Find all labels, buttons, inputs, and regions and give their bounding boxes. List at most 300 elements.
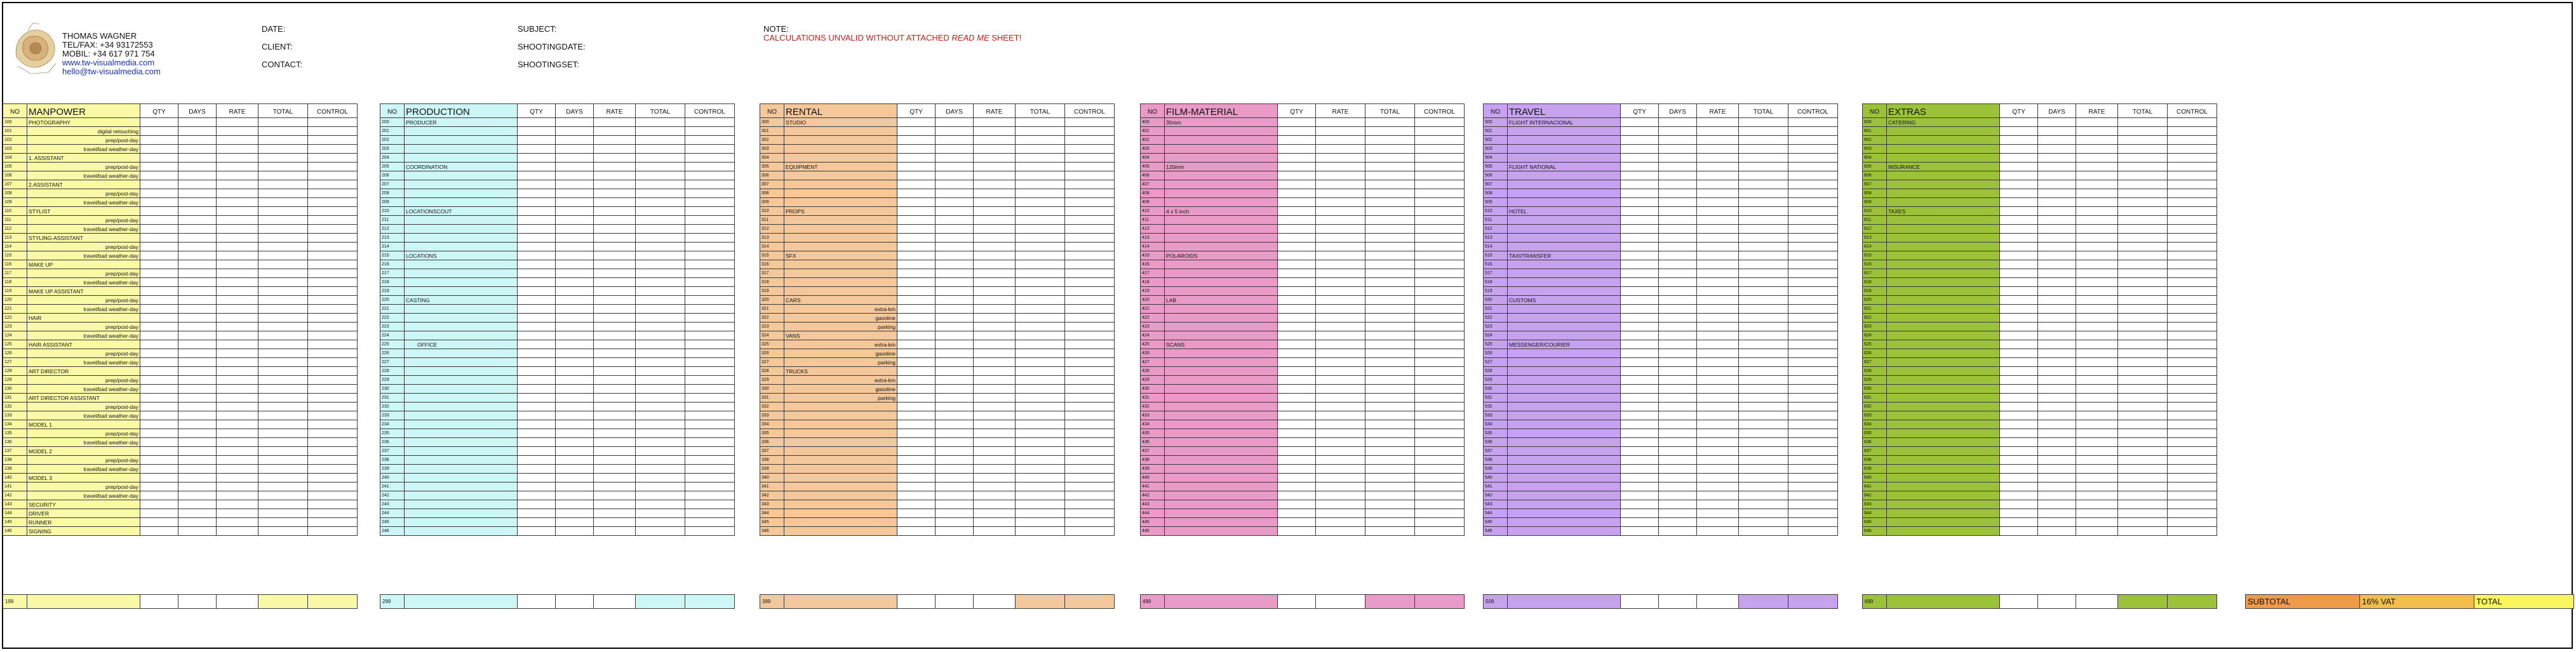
travel-cell-qty[interactable] <box>1621 207 1659 216</box>
film-cell-total[interactable] <box>1365 251 1415 260</box>
rental-cell-rate[interactable] <box>974 287 1016 296</box>
film-cell-qty[interactable] <box>1278 243 1316 251</box>
film-cell-rate[interactable] <box>1316 367 1365 376</box>
extras-cell-control[interactable] <box>2168 260 2217 269</box>
production-cell-days[interactable] <box>556 509 594 518</box>
travel-cell-total[interactable] <box>1739 358 1788 367</box>
manpower-cell-qty[interactable] <box>140 482 178 491</box>
film-cell-rate[interactable] <box>1316 518 1365 527</box>
extras-cell-rate[interactable] <box>2076 287 2118 296</box>
production-cell-qty[interactable] <box>518 207 556 216</box>
extras-cell-control[interactable] <box>2168 127 2217 136</box>
rental-cell-days[interactable] <box>936 163 974 171</box>
travel-cell-qty[interactable] <box>1621 367 1659 376</box>
film-cell-control[interactable] <box>1415 474 1465 482</box>
travel-cell-total[interactable] <box>1739 260 1788 269</box>
travel-cell-control[interactable] <box>1788 260 1838 269</box>
rental-cell-rate[interactable] <box>974 225 1016 234</box>
production-cell-days[interactable] <box>556 251 594 260</box>
extras-cell-days[interactable] <box>2038 305 2076 314</box>
production-cell-total[interactable] <box>636 287 685 296</box>
production-cell-days[interactable] <box>556 314 594 323</box>
film-cell-total[interactable] <box>1365 376 1415 385</box>
extras-cell-control[interactable] <box>2168 367 2217 376</box>
manpower-cell-control[interactable] <box>308 349 358 358</box>
production-cell-days[interactable] <box>556 296 594 305</box>
travel-cell-rate[interactable] <box>1697 154 1739 163</box>
production-cell-qty[interactable] <box>518 323 556 331</box>
rental-cell-rate[interactable] <box>974 358 1016 367</box>
travel-cell-days[interactable] <box>1659 323 1697 331</box>
extras-cell-total[interactable] <box>2118 394 2168 403</box>
travel-cell-qty[interactable] <box>1621 278 1659 287</box>
travel-cell-days[interactable] <box>1659 171 1697 180</box>
travel-cell-rate[interactable] <box>1697 438 1739 447</box>
manpower-cell-days[interactable] <box>178 340 217 349</box>
travel-cell-total[interactable] <box>1739 216 1788 225</box>
production-cell-rate[interactable] <box>594 456 636 465</box>
production-cell-rate[interactable] <box>594 403 636 411</box>
rental-cell-total[interactable] <box>1016 491 1065 500</box>
rental-cell-qty[interactable] <box>897 474 936 482</box>
extras-cell-qty[interactable] <box>2000 340 2038 349</box>
rental-cell-rate[interactable] <box>974 305 1016 314</box>
manpower-cell-rate[interactable] <box>217 136 258 145</box>
extras-cell-qty[interactable] <box>2000 474 2038 482</box>
film-cell-rate[interactable] <box>1316 189 1365 198</box>
rental-cell-qty[interactable] <box>897 447 936 456</box>
rental-cell-days[interactable] <box>936 367 974 376</box>
rental-cell-qty[interactable] <box>897 189 936 198</box>
film-cell-control[interactable] <box>1415 207 1465 216</box>
production-cell-rate[interactable] <box>594 171 636 180</box>
manpower-cell-qty[interactable] <box>140 234 178 243</box>
film-cell-total[interactable] <box>1365 456 1415 465</box>
rental-cell-control[interactable] <box>1065 482 1115 491</box>
extras-cell-days[interactable] <box>2038 278 2076 287</box>
travel-cell-rate[interactable] <box>1697 456 1739 465</box>
production-cell-total[interactable] <box>636 385 685 394</box>
production-cell-days[interactable] <box>556 207 594 216</box>
travel-cell-days[interactable] <box>1659 260 1697 269</box>
manpower-cell-total[interactable] <box>258 340 308 349</box>
production-cell-total[interactable] <box>636 136 685 145</box>
production-cell-total[interactable] <box>636 305 685 314</box>
extras-cell-days[interactable] <box>2038 260 2076 269</box>
extras-cell-rate[interactable] <box>2076 296 2118 305</box>
film-cell-qty[interactable] <box>1278 527 1316 536</box>
rental-cell-total[interactable] <box>1016 278 1065 287</box>
extras-cell-rate[interactable] <box>2076 251 2118 260</box>
extras-cell-qty[interactable] <box>2000 136 2038 145</box>
production-cell-total[interactable] <box>636 456 685 465</box>
manpower-cell-rate[interactable] <box>217 198 258 207</box>
manpower-cell-control[interactable] <box>308 429 358 438</box>
extras-cell-control[interactable] <box>2168 509 2217 518</box>
manpower-cell-control[interactable] <box>308 225 358 234</box>
film-cell-rate[interactable] <box>1316 198 1365 207</box>
travel-cell-rate[interactable] <box>1697 385 1739 394</box>
travel-cell-qty[interactable] <box>1621 198 1659 207</box>
travel-cell-total[interactable] <box>1739 305 1788 314</box>
travel-cell-total[interactable] <box>1739 207 1788 216</box>
rental-cell-control[interactable] <box>1065 349 1115 358</box>
rental-cell-rate[interactable] <box>974 376 1016 385</box>
production-cell-control[interactable] <box>685 251 735 260</box>
production-cell-rate[interactable] <box>594 180 636 189</box>
film-cell-control[interactable] <box>1415 136 1465 145</box>
extras-cell-rate[interactable] <box>2076 376 2118 385</box>
film-cell-rate[interactable] <box>1316 500 1365 509</box>
production-cell-qty[interactable] <box>518 180 556 189</box>
extras-cell-total[interactable] <box>2118 376 2168 385</box>
production-cell-rate[interactable] <box>594 207 636 216</box>
travel-cell-qty[interactable] <box>1621 482 1659 491</box>
extras-cell-qty[interactable] <box>2000 171 2038 180</box>
rental-cell-rate[interactable] <box>974 482 1016 491</box>
travel-cell-control[interactable] <box>1788 358 1838 367</box>
production-cell-control[interactable] <box>685 260 735 269</box>
rental-cell-control[interactable] <box>1065 385 1115 394</box>
travel-cell-total[interactable] <box>1739 154 1788 163</box>
film-cell-rate[interactable] <box>1316 456 1365 465</box>
rental-cell-rate[interactable] <box>974 207 1016 216</box>
rental-cell-rate[interactable] <box>974 180 1016 189</box>
manpower-cell-total[interactable] <box>258 474 308 482</box>
production-cell-qty[interactable] <box>518 385 556 394</box>
film-cell-total[interactable] <box>1365 349 1415 358</box>
rental-cell-qty[interactable] <box>897 367 936 376</box>
film-cell-qty[interactable] <box>1278 323 1316 331</box>
travel-cell-rate[interactable] <box>1697 518 1739 527</box>
travel-cell-total[interactable] <box>1739 189 1788 198</box>
extras-cell-control[interactable] <box>2168 474 2217 482</box>
extras-cell-days[interactable] <box>2038 482 2076 491</box>
travel-cell-qty[interactable] <box>1621 171 1659 180</box>
rental-cell-days[interactable] <box>936 136 974 145</box>
rental-cell-total[interactable] <box>1016 385 1065 394</box>
manpower-cell-rate[interactable] <box>217 349 258 358</box>
extras-cell-rate[interactable] <box>2076 216 2118 225</box>
production-cell-rate[interactable] <box>594 251 636 260</box>
film-cell-rate[interactable] <box>1316 171 1365 180</box>
film-cell-qty[interactable] <box>1278 500 1316 509</box>
manpower-cell-control[interactable] <box>308 394 358 403</box>
extras-cell-qty[interactable] <box>2000 145 2038 154</box>
travel-cell-days[interactable] <box>1659 180 1697 189</box>
production-cell-days[interactable] <box>556 482 594 491</box>
travel-cell-rate[interactable] <box>1697 127 1739 136</box>
manpower-cell-total[interactable] <box>258 438 308 447</box>
film-cell-total[interactable] <box>1365 394 1415 403</box>
production-cell-rate[interactable] <box>594 269 636 278</box>
film-cell-control[interactable] <box>1415 243 1465 251</box>
manpower-cell-qty[interactable] <box>140 349 178 358</box>
travel-cell-qty[interactable] <box>1621 163 1659 171</box>
manpower-cell-qty[interactable] <box>140 145 178 154</box>
production-cell-total[interactable] <box>636 251 685 260</box>
rental-cell-rate[interactable] <box>974 216 1016 225</box>
rental-cell-control[interactable] <box>1065 314 1115 323</box>
production-cell-total[interactable] <box>636 216 685 225</box>
extras-cell-qty[interactable] <box>2000 376 2038 385</box>
film-cell-control[interactable] <box>1415 216 1465 225</box>
manpower-cell-control[interactable] <box>308 127 358 136</box>
production-cell-days[interactable] <box>556 394 594 403</box>
extras-cell-qty[interactable] <box>2000 314 2038 323</box>
manpower-cell-rate[interactable] <box>217 411 258 420</box>
production-cell-qty[interactable] <box>518 234 556 243</box>
film-cell-qty[interactable] <box>1278 491 1316 500</box>
manpower-cell-days[interactable] <box>178 207 217 216</box>
extras-cell-rate[interactable] <box>2076 198 2118 207</box>
travel-cell-qty[interactable] <box>1621 216 1659 225</box>
rental-cell-total[interactable] <box>1016 358 1065 367</box>
film-cell-control[interactable] <box>1415 154 1465 163</box>
film-cell-rate[interactable] <box>1316 394 1365 403</box>
extras-cell-rate[interactable] <box>2076 323 2118 331</box>
rental-cell-control[interactable] <box>1065 207 1115 216</box>
manpower-cell-total[interactable] <box>258 207 308 216</box>
extras-cell-control[interactable] <box>2168 411 2217 420</box>
rental-cell-qty[interactable] <box>897 234 936 243</box>
film-cell-control[interactable] <box>1415 163 1465 171</box>
film-cell-rate[interactable] <box>1316 358 1365 367</box>
travel-cell-total[interactable] <box>1739 403 1788 411</box>
manpower-cell-days[interactable] <box>178 394 217 403</box>
film-cell-rate[interactable] <box>1316 429 1365 438</box>
film-cell-rate[interactable] <box>1316 331 1365 340</box>
production-cell-rate[interactable] <box>594 385 636 394</box>
rental-cell-total[interactable] <box>1016 474 1065 482</box>
extras-cell-rate[interactable] <box>2076 278 2118 287</box>
rental-cell-qty[interactable] <box>897 394 936 403</box>
film-cell-qty[interactable] <box>1278 180 1316 189</box>
film-cell-total[interactable] <box>1365 429 1415 438</box>
extras-cell-control[interactable] <box>2168 287 2217 296</box>
manpower-cell-total[interactable] <box>258 189 308 198</box>
travel-cell-control[interactable] <box>1788 243 1838 251</box>
production-cell-qty[interactable] <box>518 163 556 171</box>
film-cell-total[interactable] <box>1365 323 1415 331</box>
film-cell-qty[interactable] <box>1278 358 1316 367</box>
rental-cell-qty[interactable] <box>897 527 936 536</box>
travel-cell-rate[interactable] <box>1697 349 1739 358</box>
extras-cell-days[interactable] <box>2038 340 2076 349</box>
film-cell-control[interactable] <box>1415 429 1465 438</box>
manpower-cell-rate[interactable] <box>217 269 258 278</box>
manpower-cell-total[interactable] <box>258 314 308 323</box>
rental-cell-days[interactable] <box>936 189 974 198</box>
production-cell-days[interactable] <box>556 127 594 136</box>
production-cell-control[interactable] <box>685 491 735 500</box>
film-cell-qty[interactable] <box>1278 189 1316 198</box>
production-cell-total[interactable] <box>636 429 685 438</box>
production-cell-days[interactable] <box>556 331 594 340</box>
manpower-cell-rate[interactable] <box>217 118 258 127</box>
travel-cell-total[interactable] <box>1739 163 1788 171</box>
production-cell-control[interactable] <box>685 456 735 465</box>
manpower-cell-control[interactable] <box>308 180 358 189</box>
travel-cell-days[interactable] <box>1659 234 1697 243</box>
travel-cell-control[interactable] <box>1788 251 1838 260</box>
travel-cell-qty[interactable] <box>1621 411 1659 420</box>
rental-cell-total[interactable] <box>1016 394 1065 403</box>
extras-cell-qty[interactable] <box>2000 269 2038 278</box>
contact-email-link[interactable]: hello@tw-visualmedia.com <box>62 67 161 76</box>
film-cell-total[interactable] <box>1365 278 1415 287</box>
production-cell-total[interactable] <box>636 509 685 518</box>
manpower-cell-rate[interactable] <box>217 145 258 154</box>
rental-cell-qty[interactable] <box>897 243 936 251</box>
manpower-cell-control[interactable] <box>308 296 358 305</box>
manpower-cell-rate[interactable] <box>217 340 258 349</box>
extras-cell-total[interactable] <box>2118 127 2168 136</box>
production-cell-days[interactable] <box>556 429 594 438</box>
manpower-cell-total[interactable] <box>258 367 308 376</box>
manpower-cell-days[interactable] <box>178 456 217 465</box>
production-cell-total[interactable] <box>636 340 685 349</box>
production-cell-days[interactable] <box>556 500 594 509</box>
rental-cell-rate[interactable] <box>974 198 1016 207</box>
manpower-cell-days[interactable] <box>178 145 217 154</box>
extras-cell-total[interactable] <box>2118 278 2168 287</box>
production-cell-control[interactable] <box>685 314 735 323</box>
production-cell-total[interactable] <box>636 491 685 500</box>
travel-cell-days[interactable] <box>1659 145 1697 154</box>
production-cell-total[interactable] <box>636 394 685 403</box>
extras-cell-control[interactable] <box>2168 403 2217 411</box>
manpower-cell-control[interactable] <box>308 527 358 536</box>
travel-cell-days[interactable] <box>1659 367 1697 376</box>
production-cell-qty[interactable] <box>518 500 556 509</box>
manpower-cell-days[interactable] <box>178 136 217 145</box>
extras-cell-control[interactable] <box>2168 216 2217 225</box>
rental-cell-control[interactable] <box>1065 171 1115 180</box>
rental-cell-days[interactable] <box>936 482 974 491</box>
extras-cell-control[interactable] <box>2168 420 2217 429</box>
manpower-cell-control[interactable] <box>308 420 358 429</box>
production-cell-days[interactable] <box>556 491 594 500</box>
travel-cell-rate[interactable] <box>1697 145 1739 154</box>
film-cell-total[interactable] <box>1365 482 1415 491</box>
rental-cell-days[interactable] <box>936 127 974 136</box>
rental-cell-days[interactable] <box>936 411 974 420</box>
rental-cell-total[interactable] <box>1016 260 1065 269</box>
extras-cell-total[interactable] <box>2118 225 2168 234</box>
film-cell-total[interactable] <box>1365 385 1415 394</box>
manpower-cell-rate[interactable] <box>217 474 258 482</box>
rental-cell-control[interactable] <box>1065 154 1115 163</box>
rental-cell-total[interactable] <box>1016 331 1065 340</box>
rental-cell-days[interactable] <box>936 331 974 340</box>
film-cell-total[interactable] <box>1365 207 1415 216</box>
manpower-cell-total[interactable] <box>258 269 308 278</box>
rental-cell-qty[interactable] <box>897 207 936 216</box>
film-cell-qty[interactable] <box>1278 225 1316 234</box>
rental-cell-qty[interactable] <box>897 171 936 180</box>
travel-cell-days[interactable] <box>1659 491 1697 500</box>
production-cell-qty[interactable] <box>518 127 556 136</box>
travel-cell-qty[interactable] <box>1621 260 1659 269</box>
manpower-cell-days[interactable] <box>178 438 217 447</box>
production-cell-rate[interactable] <box>594 429 636 438</box>
travel-cell-total[interactable] <box>1739 234 1788 243</box>
rental-cell-rate[interactable] <box>974 234 1016 243</box>
extras-cell-rate[interactable] <box>2076 527 2118 536</box>
production-cell-qty[interactable] <box>518 340 556 349</box>
manpower-cell-control[interactable] <box>308 243 358 251</box>
manpower-cell-rate[interactable] <box>217 314 258 323</box>
production-cell-qty[interactable] <box>518 474 556 482</box>
extras-cell-days[interactable] <box>2038 243 2076 251</box>
manpower-cell-qty[interactable] <box>140 465 178 474</box>
manpower-cell-total[interactable] <box>258 376 308 385</box>
travel-cell-qty[interactable] <box>1621 403 1659 411</box>
production-cell-control[interactable] <box>685 385 735 394</box>
extras-cell-rate[interactable] <box>2076 438 2118 447</box>
travel-cell-total[interactable] <box>1739 500 1788 509</box>
rental-cell-total[interactable] <box>1016 145 1065 154</box>
production-cell-control[interactable] <box>685 198 735 207</box>
film-cell-rate[interactable] <box>1316 163 1365 171</box>
manpower-cell-total[interactable] <box>258 287 308 296</box>
manpower-cell-days[interactable] <box>178 296 217 305</box>
manpower-cell-qty[interactable] <box>140 358 178 367</box>
film-cell-qty[interactable] <box>1278 305 1316 314</box>
travel-cell-total[interactable] <box>1739 269 1788 278</box>
manpower-cell-qty[interactable] <box>140 385 178 394</box>
travel-cell-total[interactable] <box>1739 287 1788 296</box>
manpower-cell-qty[interactable] <box>140 225 178 234</box>
rental-cell-qty[interactable] <box>897 127 936 136</box>
manpower-cell-control[interactable] <box>308 500 358 509</box>
rental-cell-control[interactable] <box>1065 438 1115 447</box>
rental-cell-rate[interactable] <box>974 251 1016 260</box>
rental-cell-rate[interactable] <box>974 367 1016 376</box>
production-cell-rate[interactable] <box>594 314 636 323</box>
manpower-cell-control[interactable] <box>308 331 358 340</box>
film-cell-total[interactable] <box>1365 234 1415 243</box>
manpower-cell-rate[interactable] <box>217 243 258 251</box>
extras-cell-total[interactable] <box>2118 314 2168 323</box>
manpower-cell-qty[interactable] <box>140 154 178 163</box>
travel-cell-control[interactable] <box>1788 163 1838 171</box>
production-cell-rate[interactable] <box>594 145 636 154</box>
rental-cell-total[interactable] <box>1016 482 1065 491</box>
manpower-cell-total[interactable] <box>258 251 308 260</box>
film-cell-control[interactable] <box>1415 518 1465 527</box>
manpower-cell-rate[interactable] <box>217 482 258 491</box>
rental-cell-control[interactable] <box>1065 296 1115 305</box>
production-cell-rate[interactable] <box>594 323 636 331</box>
rental-cell-total[interactable] <box>1016 154 1065 163</box>
manpower-cell-control[interactable] <box>308 358 358 367</box>
production-cell-qty[interactable] <box>518 296 556 305</box>
production-cell-days[interactable] <box>556 518 594 527</box>
rental-cell-total[interactable] <box>1016 340 1065 349</box>
manpower-cell-rate[interactable] <box>217 420 258 429</box>
extras-cell-days[interactable] <box>2038 518 2076 527</box>
travel-cell-control[interactable] <box>1788 349 1838 358</box>
travel-cell-rate[interactable] <box>1697 367 1739 376</box>
extras-cell-qty[interactable] <box>2000 429 2038 438</box>
extras-cell-total[interactable] <box>2118 447 2168 456</box>
travel-cell-qty[interactable] <box>1621 243 1659 251</box>
manpower-cell-days[interactable] <box>178 527 217 536</box>
manpower-cell-total[interactable] <box>258 145 308 154</box>
travel-cell-rate[interactable] <box>1697 527 1739 536</box>
